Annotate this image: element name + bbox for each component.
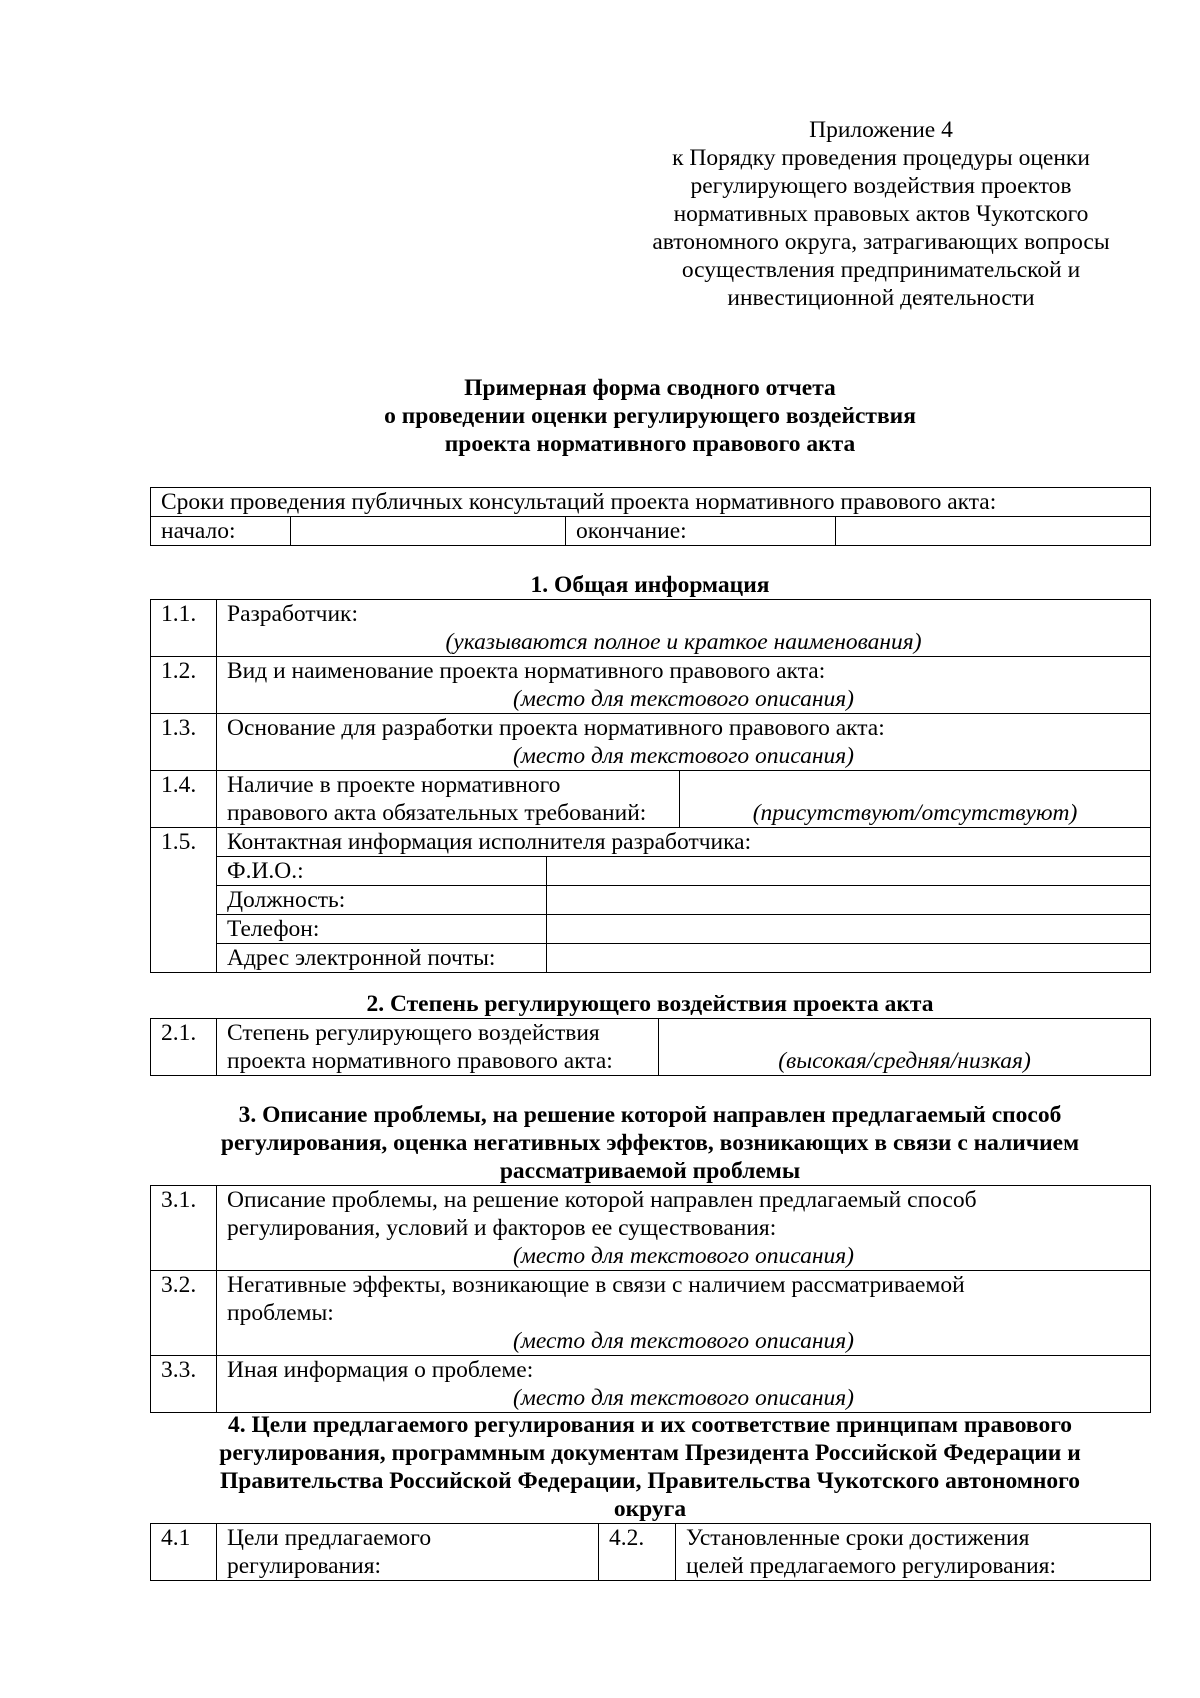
section-3-title	[150, 1101, 1150, 1185]
row-label: регулирования:	[227, 1553, 382, 1579]
section-1-title: 1. Общая информация	[530, 572, 770, 598]
row-label: Установленные сроки достижения	[686, 1525, 1030, 1551]
row-number: 1.5.	[151, 828, 217, 973]
position-field[interactable]	[547, 886, 1151, 915]
row-2-1	[151, 1019, 1151, 1076]
row-hint: (место для текстового описания)	[513, 686, 854, 712]
row-1-5	[151, 828, 1151, 857]
row-number: 4.2.	[599, 1524, 676, 1581]
end-label: окончание:	[566, 517, 836, 546]
section-3-table	[150, 1185, 1151, 1413]
other-info-field[interactable]	[217, 1356, 1151, 1413]
phone-label: Телефон:	[217, 915, 547, 944]
title-line: рассматриваемой проблемы	[499, 1158, 801, 1184]
row-label: Цели предлагаемого	[227, 1525, 432, 1551]
row-hint: (место для текстового описания)	[513, 743, 854, 769]
row-number: 4.1	[151, 1524, 217, 1581]
section-4-title	[150, 1411, 1150, 1523]
start-date-field[interactable]	[291, 517, 566, 546]
row-label: Вид и наименование проекта нормативного правового акта:	[227, 658, 826, 684]
row-label: Описание проблемы, на решение которой направлен предлагаемый способ	[227, 1187, 977, 1213]
row-number: 1.1.	[151, 600, 217, 657]
end-date-field[interactable]	[836, 517, 1151, 546]
row-label: Контактная информация исполнителя разработчика:	[217, 828, 1151, 857]
appendix-line: к Порядку проведения процедуры оценки	[672, 145, 1090, 171]
deadlines-label	[676, 1524, 1151, 1581]
fio-field[interactable]	[547, 857, 1151, 886]
goals-label	[217, 1524, 599, 1581]
consultation-header: Сроки проведения публичных консультаций проекта нормативного правового акта:	[151, 488, 1151, 517]
row-label: проблемы:	[227, 1300, 334, 1326]
fio-label: Ф.И.О.:	[217, 857, 547, 886]
title-line: округа	[613, 1496, 687, 1522]
title-line: проекта нормативного правового акта	[444, 431, 856, 457]
email-label: Адрес электронной почты:	[217, 944, 547, 973]
negative-effects-field[interactable]	[217, 1271, 1151, 1356]
section-2-table	[150, 1018, 1151, 1076]
row-label: регулирования, условий и факторов ее существования:	[227, 1215, 777, 1241]
title-line: 3. Описание проблемы, на решение которой направлен предлагаемый способ	[238, 1102, 1062, 1128]
row-4-1	[151, 1524, 1151, 1581]
row-3-3	[151, 1356, 1151, 1413]
row-number: 2.1.	[151, 1019, 217, 1076]
appendix-header	[636, 116, 1126, 312]
title-line: 4. Цели предлагаемого регулирования и их соответствие принципам правового	[227, 1412, 1073, 1438]
row-1-1	[151, 600, 1151, 657]
row-hint: (место для текстового описания)	[513, 1328, 854, 1354]
section-1-table	[150, 599, 1151, 973]
phone-field[interactable]	[547, 915, 1151, 944]
title-line: регулирования, программным документам Президента Российской Федерации и	[219, 1440, 1081, 1466]
appendix-line: инвестиционной деятельности	[727, 285, 1035, 311]
row-label: проекта нормативного правового акта:	[227, 1048, 613, 1074]
requirements-field[interactable]	[680, 771, 1151, 828]
row-3-1	[151, 1186, 1151, 1271]
row-number: 1.4.	[151, 771, 217, 828]
row-hint: (место для текстового описания)	[513, 1243, 854, 1269]
appendix-line: осуществления предпринимательской и	[681, 257, 1081, 283]
section-4-table	[150, 1523, 1151, 1581]
impact-degree-field[interactable]	[659, 1019, 1151, 1076]
title-line: о проведении оценки регулирующего воздействия	[384, 403, 916, 429]
title-line: Примерная форма сводного отчета	[464, 375, 836, 401]
row-number: 1.2.	[151, 657, 217, 714]
start-label: начало:	[151, 517, 291, 546]
row-1-3	[151, 714, 1151, 771]
consultation-period-table	[150, 487, 1151, 546]
row-1-4	[151, 771, 1151, 828]
impact-degree-label	[217, 1019, 659, 1076]
row-hint: (высокая/средняя/низкая)	[778, 1048, 1031, 1074]
email-field[interactable]	[547, 944, 1151, 973]
row-label: Основание для разработки проекта нормативного правового акта:	[227, 715, 885, 741]
row-label: Разработчик:	[227, 601, 358, 627]
row-hint: (место для текстового описания)	[513, 1385, 854, 1411]
row-label: Негативные эффекты, возникающие в связи с наличием рассматриваемой	[227, 1272, 965, 1298]
document-title	[150, 374, 1150, 458]
problem-description-field[interactable]	[217, 1186, 1151, 1271]
appendix-line: регулирующего воздействия проектов	[690, 173, 1072, 199]
basis-field[interactable]	[217, 714, 1151, 771]
position-label: Должность:	[217, 886, 547, 915]
title-line: Правительства Российской Федерации, Правительства Чукотского автономного	[220, 1468, 1080, 1494]
row-label: Иная информация о проблеме:	[227, 1357, 534, 1383]
requirements-label	[217, 771, 680, 828]
row-label: правового акта обязательных требований:	[227, 800, 647, 826]
row-number: 3.3.	[151, 1356, 217, 1413]
section-2-title: 2. Степень регулирующего воздействия проекта акта	[366, 991, 934, 1017]
title-line: регулирования, оценка негативных эффектов, возникающих в связи с наличием	[220, 1130, 1080, 1156]
appendix-line: нормативных правовых актов Чукотского	[673, 201, 1089, 227]
appendix-line: Приложение 4	[809, 117, 953, 143]
row-label: Наличие в проекте нормативного	[227, 772, 561, 798]
row-label: целей предлагаемого регулирования:	[686, 1553, 1057, 1579]
row-label: Степень регулирующего воздействия	[227, 1020, 600, 1046]
act-type-field[interactable]	[217, 657, 1151, 714]
row-number: 3.2.	[151, 1271, 217, 1356]
row-hint: (присутствуют/отсутствуют)	[752, 800, 1078, 826]
developer-field[interactable]	[217, 600, 1151, 657]
row-number: 3.1.	[151, 1186, 217, 1271]
row-number: 1.3.	[151, 714, 217, 771]
row-3-2	[151, 1271, 1151, 1356]
appendix-line: автономного округа, затрагивающих вопросы	[652, 229, 1110, 255]
row-hint: (указываются полное и краткое наименования)	[445, 629, 922, 655]
row-1-2	[151, 657, 1151, 714]
